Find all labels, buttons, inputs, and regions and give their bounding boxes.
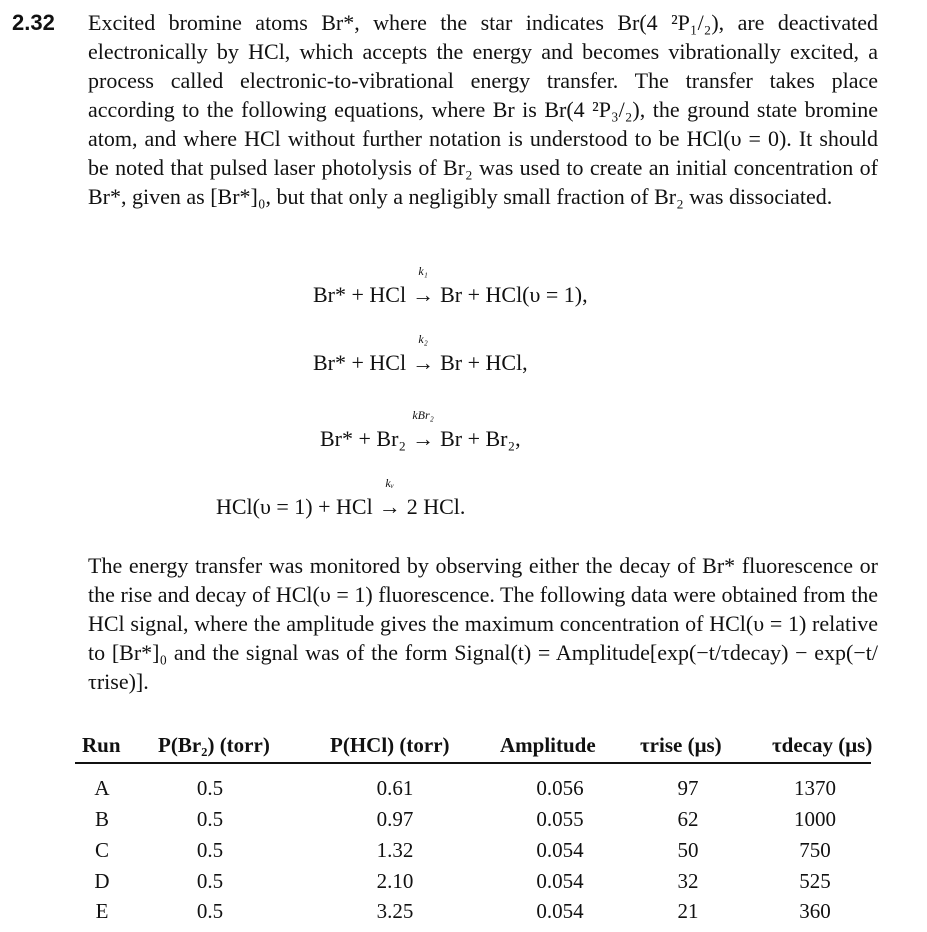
- equation-2-rate: k₂: [418, 332, 428, 346]
- table-cell-rise: 21: [677, 899, 699, 923]
- table-cell-phcl: 1.32: [376, 838, 414, 862]
- table-cell-pbr2: 0.5: [196, 776, 224, 800]
- table-cell-pbr2: 0.5: [196, 838, 224, 862]
- equation-2: [313, 332, 528, 376]
- table-cell-rise: 50: [677, 838, 699, 862]
- equation-1-rate: k₁: [418, 264, 428, 278]
- equation-4-lhs: HCl(υ = 1) + HCl: [216, 494, 373, 519]
- table-cell-amplitude: 0.055: [536, 807, 584, 831]
- table-cell-rise: 32: [677, 869, 699, 893]
- equation-4-rate: kᵥ: [385, 476, 395, 490]
- table-cell-phcl: 0.61: [376, 776, 414, 800]
- table-cell-phcl: 2.10: [376, 869, 414, 893]
- table-header-amplitude: Amplitude: [500, 733, 596, 757]
- table-cell-pbr2: 0.5: [196, 807, 224, 831]
- table-cell-pbr2: 0.5: [196, 869, 224, 893]
- table-header-decay: τdecay (μs): [772, 733, 873, 757]
- table-header-pbr2: P(Br₂) (torr): [158, 733, 270, 757]
- table-cell-run: D: [94, 869, 110, 893]
- equation-4-rhs: 2 HCl.: [406, 494, 466, 519]
- table-cell-decay: 750: [799, 838, 831, 862]
- table-cell-rise: 62: [677, 807, 699, 831]
- table-cell-run: E: [95, 899, 109, 923]
- equation-1-rhs: Br + HCl(υ = 1),: [440, 282, 588, 307]
- table-cell-run: B: [94, 807, 109, 831]
- table-cell-decay: 525: [799, 869, 831, 893]
- table-header-rise: τrise (μs): [640, 733, 722, 757]
- table-cell-run: A: [94, 776, 110, 800]
- table-cell-phcl: 3.25: [376, 899, 414, 923]
- table-cell-run: C: [94, 838, 109, 862]
- table-cell-rise: 97: [677, 776, 699, 800]
- problem-text-data: The energy transfer was monitored by observing either the decay of Br* fluorescence or the rise and decay of HCl(υ = 1) fluorescence. The following data were obtained from the HCl signal, where the amplitude gives the maximum concentration of HCl(υ = 1) relative to [Br*]₀ and the signal was of the form Signal(t) = Amplitude[exp(−t/τdecay) − exp(−t/τrise)].: [88, 553, 878, 694]
- equation-2-lhs: Br* + HCl: [313, 350, 407, 375]
- equation-3-rate: kBr₂: [412, 408, 434, 422]
- reaction-arrow-icon: kᵥ →: [373, 494, 407, 520]
- table-header-run: Run: [82, 733, 121, 757]
- table-cell-amplitude: 0.054: [536, 838, 584, 862]
- table-header-rule: [75, 762, 871, 764]
- problem-paragraph-data: [88, 551, 878, 696]
- table-header-phcl: P(HCl) (torr): [330, 733, 450, 757]
- table-cell-decay: 1370: [794, 776, 836, 800]
- equation-3-rhs: Br + Br₂,: [440, 426, 521, 451]
- table-cell-amplitude: 0.054: [536, 869, 584, 893]
- table-cell-decay: 360: [799, 899, 831, 923]
- reaction-arrow-icon: kBr₂ →: [406, 426, 440, 452]
- equation-2-rhs: Br + HCl,: [440, 350, 528, 375]
- equation-4: [216, 476, 466, 520]
- problem-text-intro: Excited bromine atoms Br*, where the star indicates Br(4 ²P₁/₂), are deactivated electronically by HCl, which accepts the energy and becomes vibrationally excited, a process called electronic-to-vibrational energy transfer. The transfer takes place according to the following equations, where Br is Br(4 ²P₃/₂), the ground state bromine atom, and where HCl without further notation is understood to be HCl(υ = 0). It should be noted that pulsed laser photolysis of Br₂ was used to create an initial concentration of Br*, given as [Br*]₀, but that only a negligibly small fraction of Br₂ was dissociated.: [88, 10, 878, 209]
- table-cell-amplitude: 0.056: [536, 776, 584, 800]
- equation-3-lhs: Br* + Br₂: [320, 426, 407, 451]
- table-cell-phcl: 0.97: [376, 807, 414, 831]
- reaction-arrow-icon: k₂ →: [406, 350, 440, 376]
- equation-3: [320, 408, 521, 452]
- equation-1-lhs: Br* + HCl: [313, 282, 407, 307]
- table-cell-pbr2: 0.5: [196, 899, 224, 923]
- reaction-arrow-icon: k₁ →: [406, 282, 440, 308]
- table-cell-decay: 1000: [794, 807, 836, 831]
- equation-1: [313, 264, 588, 308]
- problem-paragraph-intro: [88, 8, 878, 211]
- table-cell-amplitude: 0.054: [536, 899, 584, 923]
- problem-number: 2.32: [12, 10, 55, 35]
